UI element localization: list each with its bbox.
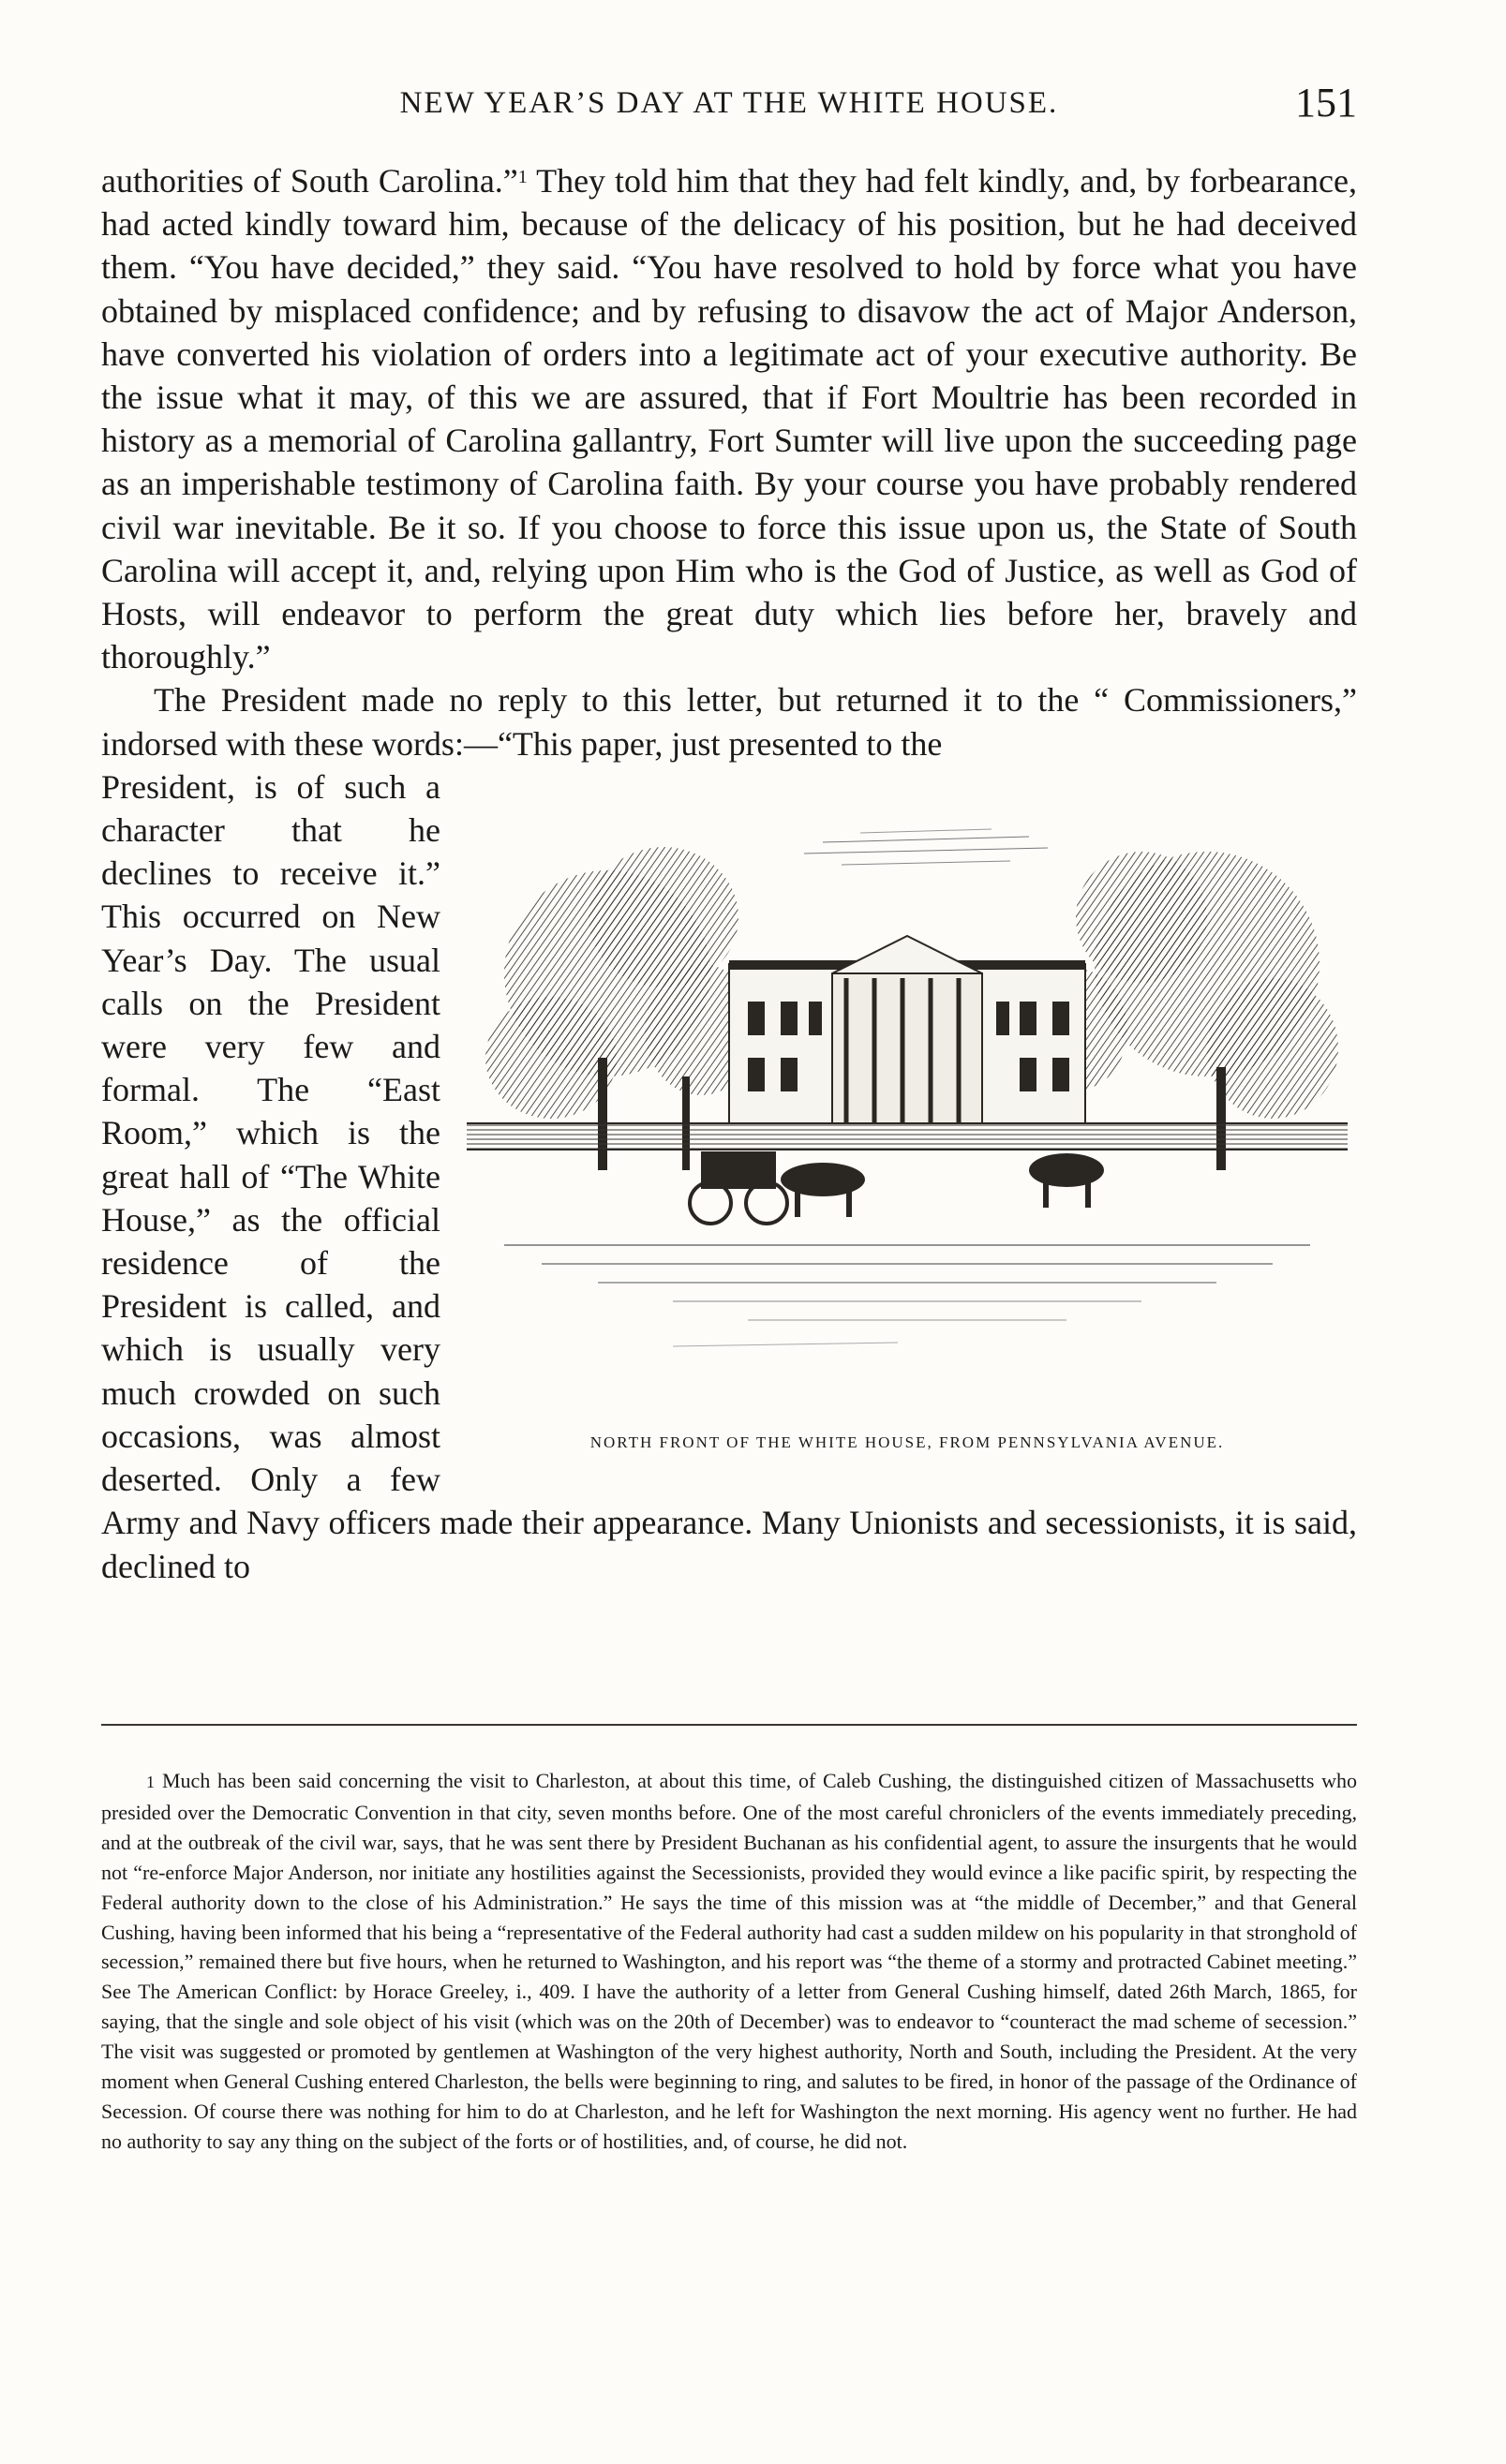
footnote-text: Much has been said concerning the visit to Charleston, at about this time, of Caleb Cushing, the distinguished citizen of Massachusetts who presided over the Democratic Convention in that city, seven months before. One of the most careful chroniclers of the events immediately preceding, and at the outbreak of the civil war, says, that he was sent there by President Buchanan as his confidential agent, to assure the insurgents that he would not “re-enforce Major Anderson, nor initiate any hostilities against the Secessionists, provided they would evince a like pacific spirit, by respecting the Federal authority down to the close of his Administration.” He says the time of this mission was at “the middle of December,” and that General Cushing, having been informed that his being a “representative of the Federal authority had cast a sudden mildew on his popularity in that stronghold of secession,” remained there but five hours, when he returned to Washington, and his report was “the theme of a stormy and protracted Cabinet meeting.” See The American Conflict: by Horace Greeley, i., 409. I have the authority of a letter from General Cushing himself, dated 26th March, 1865, for saying, that the single and sole object of his visit (which was on the 20th of December) was to endeavor to “counteract the mad scheme of secession.” The visit was suggested or promoted by gentlemen at Washington of the very highest authority, North and South, including the President. At the very moment when General Cushing entered Charleston, the bells were beginning to ring, and salutes to be fired, in honor of the passage of the Ordinance of Secession. Of course there was nothing for him to do at Charleston, and he left for Washington the next morning. His agency went no further. He had no authority to say any thing on the subject of the forts or of hostilities, and, of course, he did not.: [101, 1769, 1357, 2153]
trees-left: [485, 847, 757, 1170]
iron-fence: [467, 1123, 1348, 1150]
paragraph-2-wrap: President, is of such a character that he declines to receive it.” This occurred on New Year’s Day. The usual calls on the President were very few and formal. The “East Room,” which is the great hall of “The White House,” as the official residence of the President is called, and which is usually very much crowded on such occasions, was almost deserted. Only a few Army and Navy officers made their appearance. Many Unionists and secessionists, it is said, declined to: [101, 767, 1357, 1585]
footnote-rule: [101, 1724, 1357, 1726]
carriage-and-horses: [690, 1151, 1104, 1224]
sky-lines: [804, 829, 1048, 865]
footnote: [101, 1766, 1357, 2157]
paragraph-1: [101, 159, 1357, 678]
body-text: [101, 159, 1357, 1588]
white-house-engraving: [467, 777, 1348, 1414]
white-house-illustration: [457, 777, 1357, 1477]
page-number: 151: [1295, 80, 1357, 126]
paragraph-1-rest: They told him that they had felt kindly, and, by forbearance, had acted kindly toward him, because of the delicacy of his position, but he had deceived them. “You have decided,” they said. “You have resolved to hold by force what you have obtained by misplaced confidence; and by refusing to disavow the act of Major Anderson, have converted his violation of orders into a legitimate act of your executive authority. Be the issue what it may, of this we are assured, that if Fort Moultrie has been recorded in history as a memorial of Carolina gallantry, Fort Sumter will live upon the succeeding page as an imperishable testimony of Carolina faith. By your course you have probably rendered civil war inevitable. Be it so. If you choose to force this issue upon us, the State of South Carolina will accept it, and, relying upon Him who is the God of Justice, as well as God of Hosts, will endeavor to perform the great duty which lies before her, bravely and thoroughly.”: [101, 162, 1357, 676]
running-head: [101, 77, 1357, 133]
white-house-building: [729, 936, 1085, 1123]
paragraph-1-lead: authorities of South Carolina.”: [101, 162, 518, 200]
footnote-marker: 1: [146, 1773, 155, 1791]
figure-caption: NORTH FRONT OF THE WHITE HOUSE, FROM PENNSYLVANIA AVENUE.: [589, 1432, 1225, 1451]
footnote-reference[interactable]: 1: [517, 167, 528, 187]
paragraph-2-intro: The President made no reply to this letter, but returned it to the “ Commissioners,” indorsed with these words:—“This paper, just presented to the: [101, 681, 1357, 763]
running-title: NEW YEAR’S DAY AT THE WHITE HOUSE.: [399, 86, 1059, 120]
street-ground: [504, 1245, 1310, 1346]
